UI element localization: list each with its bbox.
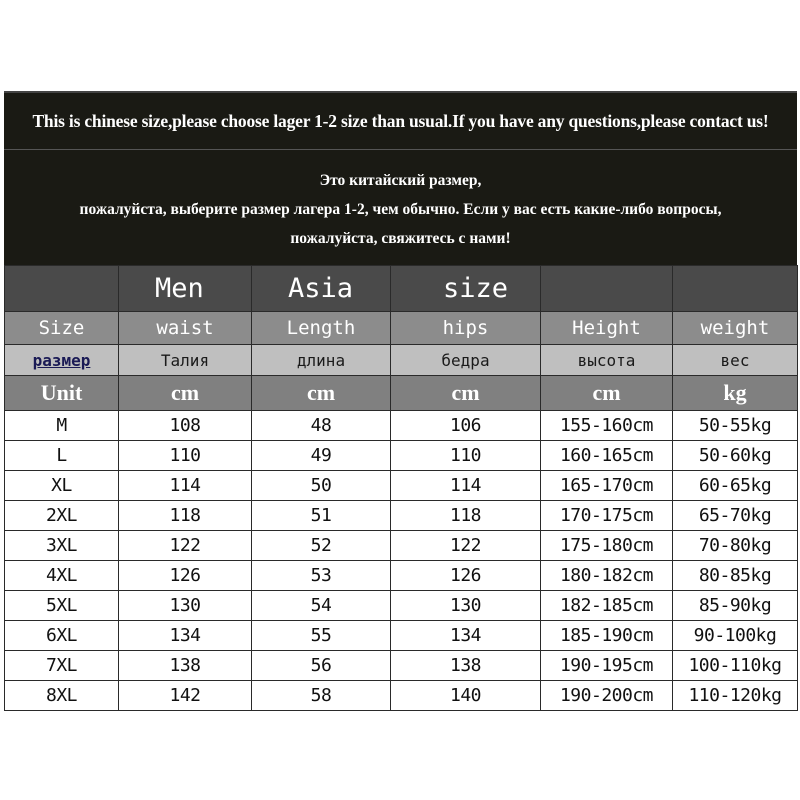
table-row xyxy=(5,651,798,681)
cell-size: 5XL xyxy=(5,591,119,621)
column-labels-russian xyxy=(5,345,798,376)
column-header-weight: weight xyxy=(673,312,798,345)
cell-waist: 108 xyxy=(119,411,252,441)
cell-height: 182-185cm xyxy=(541,591,673,621)
unit-cell: kg xyxy=(673,376,798,411)
cell-weight: 85-90kg xyxy=(673,591,798,621)
cell-weight: 100-110kg xyxy=(673,651,798,681)
cell-size: XL xyxy=(5,471,119,501)
column-header-hips-ru: бедра xyxy=(391,345,541,376)
table-row xyxy=(5,591,798,621)
unit-cell: cm xyxy=(541,376,673,411)
cell-waist: 142 xyxy=(119,681,252,711)
notice-russian-line-3: пожалуйста, свяжитесь с нами! xyxy=(290,229,511,247)
cell-length: 52 xyxy=(252,531,391,561)
cell-size: 2XL xyxy=(5,501,119,531)
table-title-row xyxy=(5,266,798,312)
cell-waist: 138 xyxy=(119,651,252,681)
cell-hips: 138 xyxy=(391,651,541,681)
table-row xyxy=(5,561,798,591)
notice-english: This is chinese size,please choose lager 1-2 size than usual.If you have any questions,please contact us! xyxy=(4,93,797,150)
column-labels-english xyxy=(5,312,798,345)
cell-height: 175-180cm xyxy=(541,531,673,561)
cell-weight: 90-100kg xyxy=(673,621,798,651)
size-notice-banner xyxy=(4,91,797,265)
cell-waist: 122 xyxy=(119,531,252,561)
cell-size: 7XL xyxy=(5,651,119,681)
unit-label: Unit xyxy=(5,376,119,411)
cell-weight: 50-60kg xyxy=(673,441,798,471)
column-header-size-ru: размер xyxy=(5,345,119,376)
cell-waist: 110 xyxy=(119,441,252,471)
cell-size: M xyxy=(5,411,119,441)
cell-length: 53 xyxy=(252,561,391,591)
cell-length: 55 xyxy=(252,621,391,651)
title-cell-men: Men xyxy=(119,266,252,312)
cell-hips: 106 xyxy=(391,411,541,441)
cell-size: L xyxy=(5,441,119,471)
cell-waist: 130 xyxy=(119,591,252,621)
cell-height: 180-182cm xyxy=(541,561,673,591)
cell-waist: 114 xyxy=(119,471,252,501)
cell-hips: 126 xyxy=(391,561,541,591)
table-row xyxy=(5,621,798,651)
size-chart-table xyxy=(4,265,798,711)
unit-cell: cm xyxy=(391,376,541,411)
cell-hips: 110 xyxy=(391,441,541,471)
column-header-size: Size xyxy=(5,312,119,345)
cell-size: 8XL xyxy=(5,681,119,711)
cell-waist: 134 xyxy=(119,621,252,651)
cell-hips: 118 xyxy=(391,501,541,531)
title-cell xyxy=(5,266,119,312)
cell-length: 56 xyxy=(252,651,391,681)
column-header-waist: waist xyxy=(119,312,252,345)
cell-weight: 110-120kg xyxy=(673,681,798,711)
cell-waist: 126 xyxy=(119,561,252,591)
cell-hips: 122 xyxy=(391,531,541,561)
table-row xyxy=(5,471,798,501)
cell-weight: 65-70kg xyxy=(673,501,798,531)
cell-height: 190-195cm xyxy=(541,651,673,681)
title-cell-asia: Asia xyxy=(252,266,391,312)
column-header-length-ru: длина xyxy=(252,345,391,376)
cell-size: 4XL xyxy=(5,561,119,591)
cell-height: 165-170cm xyxy=(541,471,673,501)
cell-hips: 130 xyxy=(391,591,541,621)
cell-weight: 70-80kg xyxy=(673,531,798,561)
column-header-weight-ru: вес xyxy=(673,345,798,376)
cell-waist: 118 xyxy=(119,501,252,531)
title-cell xyxy=(541,266,673,312)
cell-length: 58 xyxy=(252,681,391,711)
unit-cell: cm xyxy=(252,376,391,411)
units-row xyxy=(5,376,798,411)
table-row xyxy=(5,531,798,561)
table-row xyxy=(5,411,798,441)
column-header-length: Length xyxy=(252,312,391,345)
notice-russian-line-1: Это китайский размер, xyxy=(319,171,482,189)
unit-cell: cm xyxy=(119,376,252,411)
table-row xyxy=(5,681,798,711)
cell-height: 185-190cm xyxy=(541,621,673,651)
title-cell-size: size xyxy=(391,266,541,312)
cell-hips: 140 xyxy=(391,681,541,711)
cell-length: 54 xyxy=(252,591,391,621)
column-header-height: Height xyxy=(541,312,673,345)
table-row xyxy=(5,441,798,471)
cell-length: 51 xyxy=(252,501,391,531)
cell-hips: 134 xyxy=(391,621,541,651)
cell-hips: 114 xyxy=(391,471,541,501)
column-header-waist-ru: Талия xyxy=(119,345,252,376)
cell-height: 190-200cm xyxy=(541,681,673,711)
cell-size: 3XL xyxy=(5,531,119,561)
table-row xyxy=(5,501,798,531)
cell-height: 170-175cm xyxy=(541,501,673,531)
title-cell xyxy=(673,266,798,312)
cell-weight: 60-65kg xyxy=(673,471,798,501)
column-header-hips: hips xyxy=(391,312,541,345)
cell-size: 6XL xyxy=(5,621,119,651)
cell-length: 49 xyxy=(252,441,391,471)
cell-weight: 80-85kg xyxy=(673,561,798,591)
size-rows xyxy=(5,411,798,711)
cell-height: 160-165cm xyxy=(541,441,673,471)
cell-height: 155-160cm xyxy=(541,411,673,441)
cell-length: 48 xyxy=(252,411,391,441)
notice-russian xyxy=(4,150,797,268)
cell-length: 50 xyxy=(252,471,391,501)
cell-weight: 50-55kg xyxy=(673,411,798,441)
column-header-height-ru: высота xyxy=(541,345,673,376)
notice-russian-line-2: пожалуйста, выберите размер лагера 1-2, чем обычно. Если у вас есть какие-либо вопросы, xyxy=(79,200,722,218)
